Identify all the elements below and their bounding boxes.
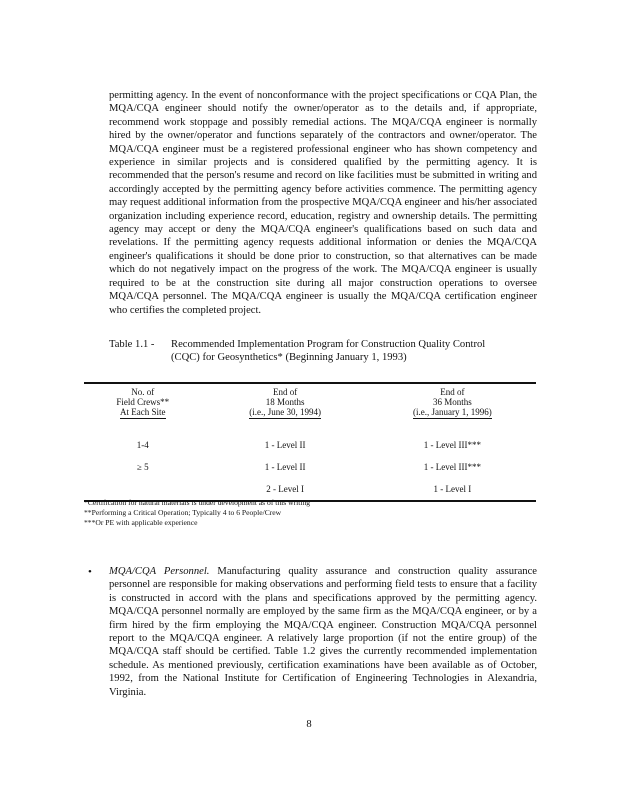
header-36-months [369,383,536,422]
table-cell: ≥ 5 [136,462,149,472]
header-18-months [202,383,369,422]
paragraph-body-text: Manufacturing quality assurance and construction quality assurance personnel are responsible for making observations and performing field tests to ensure that a facility is constructed in accord with the plans and specifications approved by the permitting agency. MQA/CQA personnel normally are employed by the same firm as the MQA/CQA engineer, or by a firm hired by the firm employing the MQA/CQA engineer. Construction MQA/CQA personnel report to the MQA/CQA engineer. A relatively large proportion (if not the entire group) of the MQA/CQA staff should be certified. Table 1.2 gives the currently recommended implementation schedule. As mentioned previously, certification examinations have been available as of October, 1992, from the National Institute for Certification of Engineering Technologies in Alexandria, Virginia. [109,566,537,698]
header-text: 36 Months [432,397,472,407]
header-text: Field Crews** [116,397,170,407]
table-body [84,422,536,501]
table [84,382,536,502]
table-caption-label: Table 1.1 - [109,339,155,350]
header-text: 18 Months [265,397,305,407]
table-caption-line-1: Recommended Implementation Program for Construction Quality Control [171,339,486,350]
bullet-icon: • [88,566,92,578]
table-row [84,456,536,478]
table-cell: 1-4 [136,440,149,450]
table-cell: 1 - Level III*** [423,440,481,450]
table-caption [109,338,529,364]
body-paragraph-mqa-cqa-engineer: permitting agency. In the event of nonconformance with the project specifications or CQA Plan, the MQA/CQA engineer should notify the owner/operator as to the details and, if appropriate, recommend work stoppage and possibly remedial actions. The MQA/CQA engineer is normally hired by the owner/operator and functions separately of the contractors and owner/operator. The MQA/CQA engineer must be a registered professional engineer who has shown competency and experience in similar projects and is considered qualified by the permitting agency. It is recommended that the person's resume and record on like facilities must be submitted in writing and accordingly accepted by the permitting agency before activities commence. The permitting agency may request additional information from the prospective MQA/CQA engineer and his/her associated organization including experience record, education, registry and ownership details. The permitting agency may accept or deny the MQA/CQA engineer's qualifications based on such data and revelations. If the permitting agency requests additional information or denies the MQA/CQA engineer's qualifications it should be done prior to construction, so that alternatives can be made which do not negatively impact on the progress of the work. The MQA/CQA engineer is usually required to be at the construction site during all major construction operations to oversee MQA/CQA personnel. The MQA/CQA engineer is usually the MQA/CQA certification engineer who certifies the completed project. [109,90,537,316]
footnote: ***Or PE with applicable experience [84,518,198,527]
header-text: (i.e., January 1, 1996) [413,407,492,417]
paragraph-lead-heading: MQA/CQA Personnel. [109,566,210,577]
table-footnotes [84,498,544,528]
header-text: End of [273,387,298,397]
table-caption-line-2: (CQC) for Geosynthetics* (Beginning January 1, 1993) [171,352,407,363]
header-text: End of [440,387,465,397]
header-text: (i.e., June 30, 1994) [249,407,321,417]
table-cell: 1 - Level II [264,440,306,450]
table-cell: 1 - Level II [264,462,306,472]
table-cell: 1 - Level III*** [423,462,481,472]
body-paragraph-mqa-cqa-personnel [109,565,537,699]
table-header [84,383,536,422]
page-number: 8 [306,719,312,730]
footnote: **Performing a Critical Operation; Typically 4 to 6 People/Crew [84,508,282,517]
table-header-row [84,383,536,422]
footnote: *Certification for natural materials is under development as of this writing [84,498,311,507]
implementation-program-table [84,382,536,502]
header-text: No. of [131,387,155,397]
header-field-crews [84,383,202,422]
table-cell: 2 - Level I [266,484,304,494]
table-cell: 1 - Level I [433,484,472,494]
header-text: At Each Site [120,407,166,417]
table-row [84,422,536,456]
